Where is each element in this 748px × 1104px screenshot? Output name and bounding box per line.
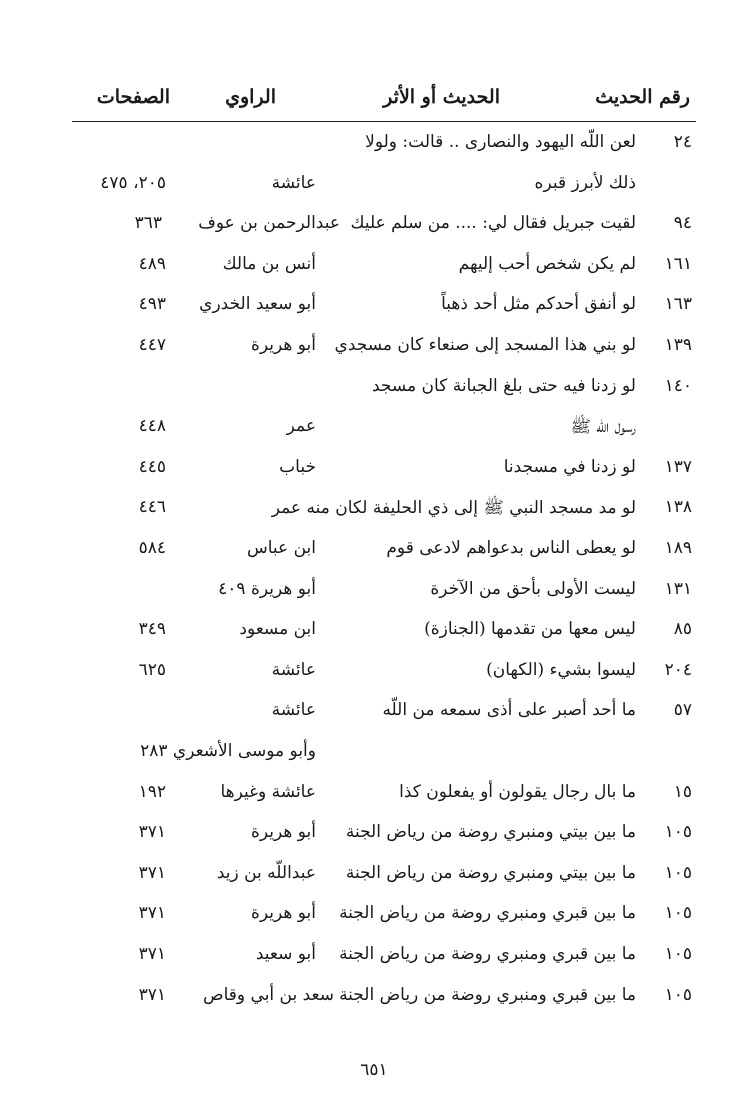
header-narrator: الراوي [225,86,276,108]
hadith-text: ما بين قبري ومنبري روضة من رياض الجنة [339,903,636,924]
narrator: عبدالرحمن بن عوف [198,213,340,234]
hadith-number: ١٣٩ [664,335,692,355]
page-refs: ٤٤٦ [138,497,166,518]
page-refs: ٤٩٣ [138,294,166,315]
table-row [0,205,748,245]
hadith-number: ١٠٥ [664,903,692,924]
hadith-number: ١٦١ [664,253,692,274]
hadith-text: رسول اللّه ﷺ [570,417,636,438]
narrator: سعد بن أبي وقاص [203,984,334,1005]
hadith-text: لو يعطى الناس بدعواهم لادعى قوم [386,538,636,558]
table-row [0,165,748,205]
table-row [0,246,748,286]
table-row [0,286,748,326]
hadith-number: ١٠٥ [664,984,692,1005]
hadith-number: ٨٥ [673,619,692,640]
narrator: عمر [286,416,316,437]
narrator: عائشة [271,172,316,193]
header-text: الحديث أو الأثر [383,86,500,108]
table-row [0,368,748,408]
page-refs: ٣٧١ [138,822,166,843]
hadith-text: لو زدنا في مسجدنا [503,456,636,477]
page-refs: ٣٤٩ [138,619,166,640]
table-row [0,895,748,935]
hadith-number: ١٣١ [664,578,692,599]
page-refs: ٤٤٨ [138,416,166,437]
hadith-number: ١٣٨ [664,497,692,518]
narrator: أبو هريرة [250,903,316,924]
narrator: أبو هريرة [250,335,316,355]
page-refs: ٤٤٥ [138,456,166,477]
hadith-text: لو أنفق أحدكم مثل أحد ذهباً [441,294,636,315]
page-refs: ٦٢٥ [138,659,166,680]
header-number: رقم الحديث [595,86,690,108]
hadith-number: ١٤٠ [664,375,692,396]
hadith-text: ليست الأولى بأحق من الآخرة [430,578,636,599]
table-row [0,327,748,367]
table-row [0,936,748,976]
table-row [0,489,748,529]
table-row [0,530,748,570]
hadith-text: ليس معها من تقدمها (الجنازة) [424,619,636,640]
hadith-number: ١٥ [673,781,692,802]
page-refs: ٢٠٥، ٤٧٥ [100,172,166,193]
hadith-text: ما بين قبري ومنبري روضة من رياض الجنة [339,944,636,964]
hadith-text: لقيت جبريل فقال لي: .... من سلم عليك [350,213,636,234]
narrator: عبداللّه بن زيد [216,862,316,883]
hadith-number: ٢٤ [673,132,692,152]
narrator: عائشة [271,659,316,680]
hadith-text: ما بين قبري ومنبري روضة من رياض الجنة [339,984,636,1005]
narrator: عائشة وغيرها [220,781,316,802]
hadith-text: ما أحد أصبر على أذى سمعه من اللّه [382,700,636,721]
hadith-number: ١٠٥ [664,862,692,883]
table-row [0,692,748,732]
page-refs: ٣٧١ [138,903,166,924]
narrator: أبو سعيد الخدري [199,294,316,315]
table-row [0,449,748,489]
narrator: ابن مسعود [239,619,316,640]
hadith-text: ما بين بيتي ومنبري روضة من رياض الجنة [345,862,636,883]
page-refs: ١٩٢ [138,781,166,802]
narrator: أنس بن مالك [222,253,316,274]
hadith-text: ليسوا بشيء (الكهان) [486,659,636,680]
table-row [0,652,748,692]
hadith-text: ما بين بيتي ومنبري روضة من رياض الجنة [345,822,636,843]
narrator: أبو سعيد [255,944,316,964]
hadith-number: ١٠٥ [664,944,692,964]
hadith-text: لو زدنا فيه حتى بلغ الجبانة كان مسجد [371,375,636,396]
narrator: ابن عباس [246,538,316,558]
table-row [0,408,748,448]
narrator: خباب [279,456,316,477]
hadith-text: لعن اللّه اليهود والنصارى .. قالت: ولولا [365,132,636,152]
hadith-number: ١٠٥ [664,822,692,843]
hadith-number: ٢٠٤ [664,659,692,680]
page-refs: ٣٧١ [138,862,166,883]
table-row [0,774,748,814]
table-row [0,814,748,854]
hadith-text: ما بال رجال يقولون أو يفعلون كذا [399,781,636,802]
hadith-text: لو مد مسجد النبي ﷺ إلى ذي الحليفة لكان منه عمر [271,498,636,519]
hadith-number: ١٣٧ [664,456,692,477]
narrator: وأبو موسى الأشعري ٢٨٣ [140,741,316,761]
narrator: أبو هريرة ٤٠٩ [218,578,316,599]
header-pages: الصفحات [96,86,170,108]
page-refs: ٥٨٤ [138,538,166,558]
hadith-number: ١٦٣ [664,294,692,315]
page-refs: ٤٨٩ [138,253,166,274]
table-row [0,571,748,611]
page-refs: ٣٦٣ [134,213,162,234]
table-row [0,611,748,651]
page-number: ٦٥١ [360,1060,388,1080]
page-refs: ٤٤٧ [138,335,166,355]
table-row [0,977,748,1017]
page-refs: ٣٧١ [138,984,166,1005]
hadith-text: لم يكن شخص أحب إليهم [458,253,636,274]
hadith-text: لو بني هذا المسجد إلى صنعاء كان مسجدي [334,335,636,355]
hadith-text: ذلك لأبرز قبره [534,172,636,193]
hadith-number: ٩٤ [673,213,692,234]
narrator: عائشة [271,700,316,721]
table-row [0,733,748,773]
narrator: أبو هريرة [250,822,316,843]
table-row [0,124,748,164]
hadith-number: ٥٧ [673,700,692,721]
table-row [0,855,748,895]
hadith-number: ١٨٩ [664,538,692,558]
page-refs: ٣٧١ [138,944,166,964]
